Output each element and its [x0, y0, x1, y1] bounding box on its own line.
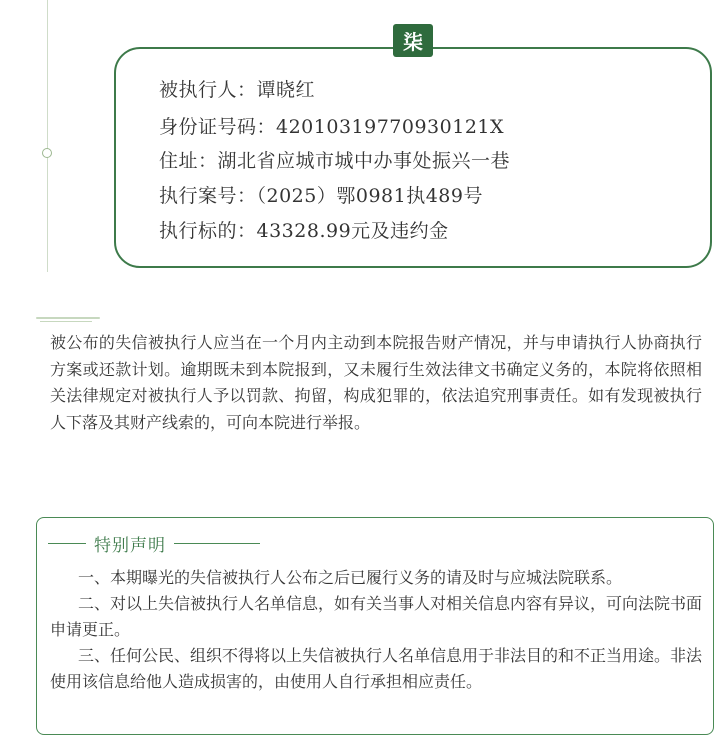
case-number: 执行案号：（2025）鄂0981执489号	[159, 185, 483, 207]
decorative-vertical-line	[47, 0, 48, 272]
debtor-id-number: 身份证号码：42010319770930121X	[159, 116, 505, 138]
debtor-name: 被执行人：谭晓红	[159, 79, 316, 101]
special-statement-title: 特别声明	[94, 535, 166, 556]
card-number-badge: 柒	[393, 24, 433, 57]
decorative-circle-icon	[42, 148, 52, 158]
title-line-right	[174, 543, 260, 544]
enforcement-amount: 执行标的：43328.99元及违约金	[159, 220, 449, 242]
notice-paragraph: 被公布的失信被执行人应当在一个月内主动到本院报告财产情况，并与申请执行人协商执行方案或还款计划。逾期既未到本院报到，又未履行生效法律文书确定义务的，本院将依照相关法律规定对被执行人予以罚款、拘留，构成犯罪的，依法追究刑事责任。如有发现被执行人下落及其财产线索的，可向本院进行举报。	[50, 333, 702, 432]
debtor-address: 住址：湖北省应城市城中办事处振兴一巷	[159, 150, 511, 172]
decorative-divider	[36, 317, 100, 319]
statement-item-2: 二、对以上失信被执行人名单信息，如有关当事人对相关信息内容有异议，可向法院书面申请更正。	[50, 594, 703, 639]
special-statement-body	[50, 565, 702, 695]
statement-item-1: 一、本期曝光的失信被执行人公布之后已履行义务的请及时与应城法院联系。	[78, 568, 623, 587]
special-statement-header	[48, 530, 260, 556]
decorative-divider-sub	[40, 321, 92, 322]
statement-item-3: 三、任何公民、组织不得将以上失信被执行人名单信息用于非法目的和不正当用途。非法使用该信息给他人造成损害的，由使用人自行承担相应责任。	[50, 646, 703, 691]
title-line-left	[48, 543, 86, 544]
